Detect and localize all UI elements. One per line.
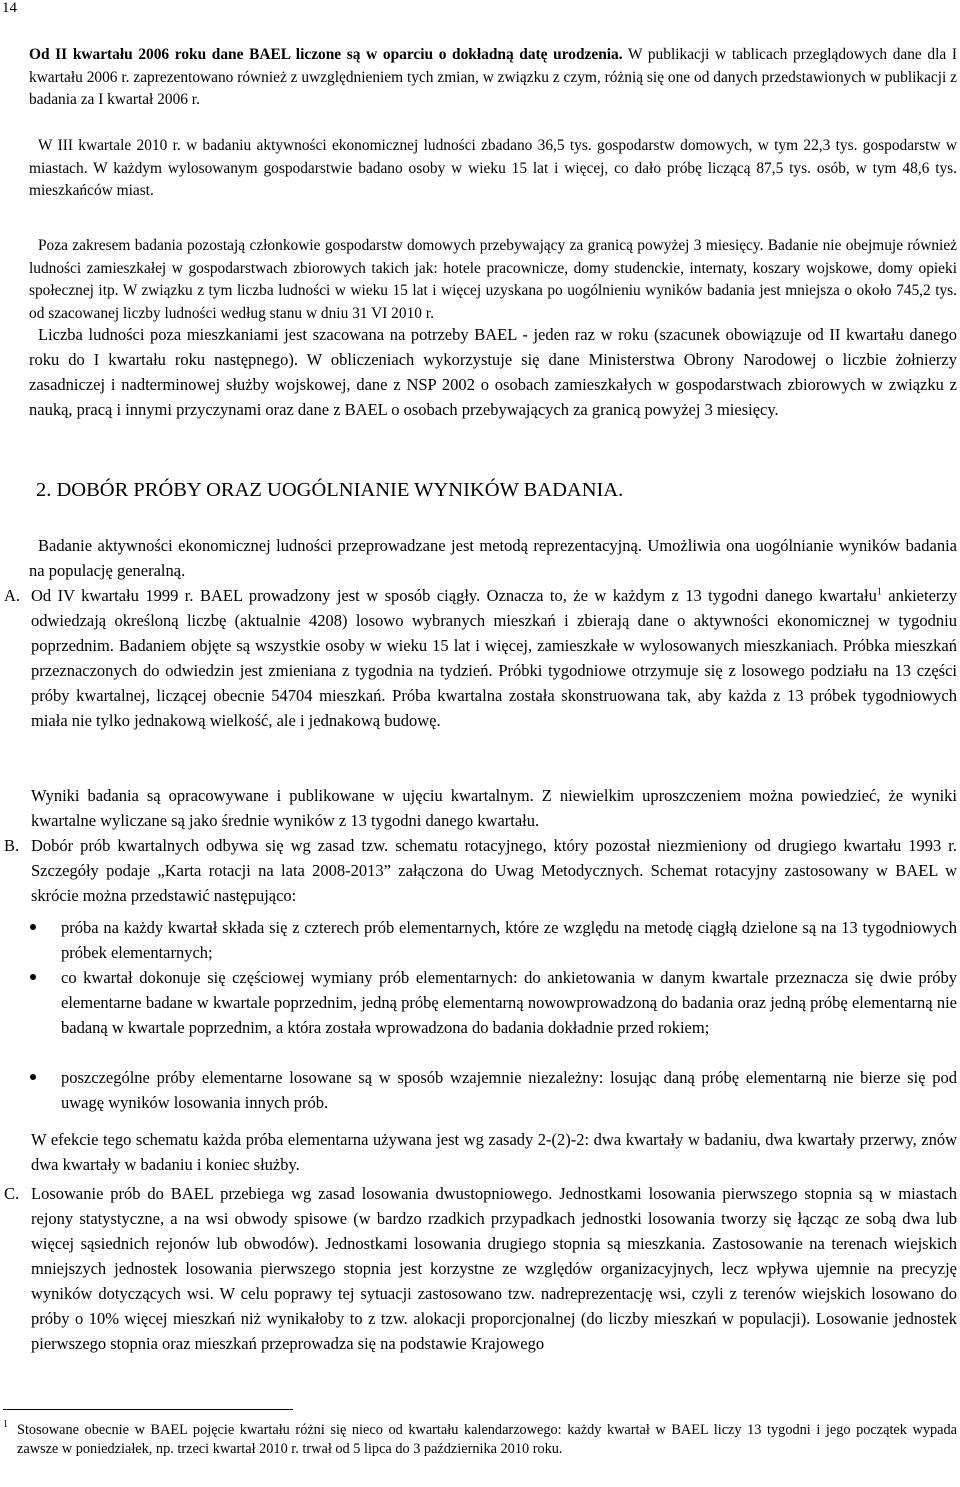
- intro-rest: W publikacji w tablicach przeglądowych dane dla I kwartału 2006 r. zaprezentowano również z uwzględnieniem tych zmian, w związku z czym, różnią się one od danych przedstawionych w publikacji z badania za I kwartał 2006 r.: [29, 46, 957, 108]
- footnote-text: Stosowane obecnie w BAEL pojęcie kwartału różni się nieco od kwartału kalendarzowego: każdy kwartał w BAEL liczy 13 tygodni i jego początek wypada zawsze w poniedziałek, np. trzeci kwartał 2010 r. trwał od 5 lipca do 3 października 2010 roku.: [17, 1422, 957, 1457]
- footnote-marker: 1: [3, 1419, 8, 1430]
- paragraph-survey-scope: Poza zakresem badania pozostają członkowie gospodarstw domowych przebywający za granicą powyżej 3 miesięcy. Badanie nie obejmuje również ludności zamieszkałej w gospodarstwach zbiorowych takich jak: hotele pracownicze, domy studenckie, internaty, koszary wojskowe, domy opieki społecznej itp. W związku z tym liczba ludności w wieku 15 lat i więcej uzyskana po uogólnieniu wyników badania jest mniejsza o około 745,2 tys. od szacowanej liczby ludności według stanu w dniu 31 VI 2010 r.: [29, 237, 957, 322]
- item-a-marker: A.: [4, 586, 21, 605]
- section-heading: 2. DOBÓR PRÓBY ORAZ UOGÓLNIANIE WYNIKÓW BADANIA.: [36, 479, 624, 501]
- item-a-text-part2: ankieterzy odwiedzają określoną liczbę (aktualnie 4208) losowo wybranych mieszkań i zbierają dane o aktywności ekonomicznej w tygodniu poprzednim. Badaniem objęte są wszystkie osoby w wieku 15 lat i więcej, zamieszkałe w wylosowanych mieszkaniach. Próbka mieszkań przeznaczonych do odwiedzin jest zmieniana z tygodnia na tydzień. Próbki tygodniowe otrzymuje się z losowego podziału na 13 części próby kwartalnej, liczącej obecnie 54704 mieszkań. Próba kwartalna została skonstruowana tak, aby każda z 13 próbek tygodniowych miała nie tylko jednakową wielkość, ale i jednakową budowę.: [31, 586, 957, 730]
- footnote-reference: 1: [876, 586, 882, 598]
- item-a-text: [31, 583, 957, 733]
- item-a-text-part1: Od IV kwartału 1999 r. BAEL prowadzony jest w sposób ciągły. Oznacza to, że w każdym z 13 tygodni danego kwartału: [31, 586, 877, 605]
- paragraph-2010-sample: W III kwartale 2010 r. w badaniu aktywności ekonomicznej ludności zbadano 36,5 tys. gospodarstw domowych, w tym 22,3 tys. gospodarstw w miastach. W każdym wylosowanym gospodarstwie badano osoby w wieku 15 lat i więcej, co dało próbę liczącą 87,5 tys. osób, w tym 48,6 tys. mieszkańców miast.: [29, 137, 957, 199]
- page-number: 14: [2, 0, 17, 16]
- item-c-marker: C.: [4, 1184, 20, 1203]
- item-a-results-paragraph: Wyniki badania są opracowywane i publikowane w ujęciu kwartalnym. Z niewielkim uproszczeniem można powiedzieć, że wyniki kwartalne wyliczane są jako średnie wyników z 13 tygodni danego kwartału.: [31, 786, 957, 830]
- item-b-text: Dobór prób kwartalnych odbywa się wg zasad tzw. schematu rotacyjnego, który pozostał niezmieniony od drugiego kwartału 1993 r. Szczegóły podaje „Karta rotacji na lata 2008-2013” załączona do Uwag Metodycznych. Schemat rotacyjny zastosowany w BAEL w skrócie można przedstawić następująco:: [31, 836, 957, 905]
- item-c-text: Losowanie prób do BAEL przebiega wg zasad losowania dwustopniowego. Jednostkami losowania pierwszego stopnia są w miastach rejony statystyczne, a na wsi obwody spisowe (w bardzo rzadkich przypadkach jednostki losowania tworzy się łącząc ze sobą dwa lub więcej sąsiednich rejonów lub obwodów). Jednostkami losowania drugiego stopnia są mieszkania. Zastosowanie na terenach wiejskich mniejszych jednostek losowania pierwszego stopnia jest korzystne ze względów organizacyjnych, lecz wpływa ujemnie na precyzję wyników dotyczących wsi. W celu poprawy tej sytuacji zastosowano tzw. nadreprezentację wsi, czyli z terenów wiejskich losowano do próby o 10% więcej mieszkań niż wynikałoby to z tzw. alokacji proporcjonalnej (do liczby mieszkań w populacji). Losowanie jednostek pierwszego stopnia oraz mieszkań przeprowadza się na podstawie Krajowego: [31, 1184, 957, 1353]
- item-b-after-bullets: W efekcie tego schematu każda próba elementarna używana jest wg zasady 2-(2)-2: dwa kwartały w badaniu, dwa kwartały przerwy, znów dwa kwartały w badaniu i koniec służby.: [31, 1130, 957, 1174]
- bullet-text: poszczególne próby elementarne losowane są w sposób wzajemnie niezależny: losując daną próbę elementarną nie bierze się pod uwagę wyników losowania innych prób.: [61, 1068, 957, 1112]
- bullet-text: próba na każdy kwartał składa się z czterech prób elementarnych, które ze względu na metodę ciągłą dzielone są na 13 tygodniowych próbek elementarnych;: [61, 918, 957, 962]
- bullet-dot-icon: [30, 974, 36, 980]
- bullet-text: co kwartał dokonuje się częściowej wymiany prób elementarnych: do ankietowania w danym kwartale przeznacza się dwie próby elementarne badane w kwartale poprzednim, jedną próbę elementarną nowowprowadzoną do badania oraz jedną próbę elementarną nie badaną w kwartale poprzednim, a która została wprowadzona do badania dokładnie przed rokiem;: [61, 968, 957, 1037]
- item-b-marker: B.: [4, 836, 20, 855]
- paragraph-population-estimate: Liczba ludności poza mieszkaniami jest szacowana na potrzeby BAEL - jeden raz w roku (szacunek obowiązuje od II kwartału danego roku do I kwartału roku następnego). W obliczeniach wykorzystuje się dane Ministerstwa Obrony Narodowej o liczbie żołnierzy zasadniczej i nadterminowej służby wojskowej, dane z NSP 2002 o osobach zamieszkałych w gospodarstwach zbiorowych w związku z nauką, pracą i innymi przyczynami oraz dane z BAEL o osobach przebywających za granicą powyżej 3 miesięcy.: [29, 325, 957, 419]
- bullet-dot-icon: [30, 924, 36, 930]
- intro-paragraph: [29, 44, 957, 112]
- intro-bold-sentence: Od II kwartału 2006 roku dane BAEL liczone są w oparciu o dokładną datę urodzenia.: [29, 46, 623, 63]
- footnote-separator: [3, 1409, 293, 1410]
- bullet-dot-icon: [30, 1074, 36, 1080]
- section-intro-paragraph: Badanie aktywności ekonomicznej ludności przeprowadzane jest metodą reprezentacyjną. Umożliwia ona uogólnianie wyników badania na populację generalną.: [29, 536, 957, 580]
